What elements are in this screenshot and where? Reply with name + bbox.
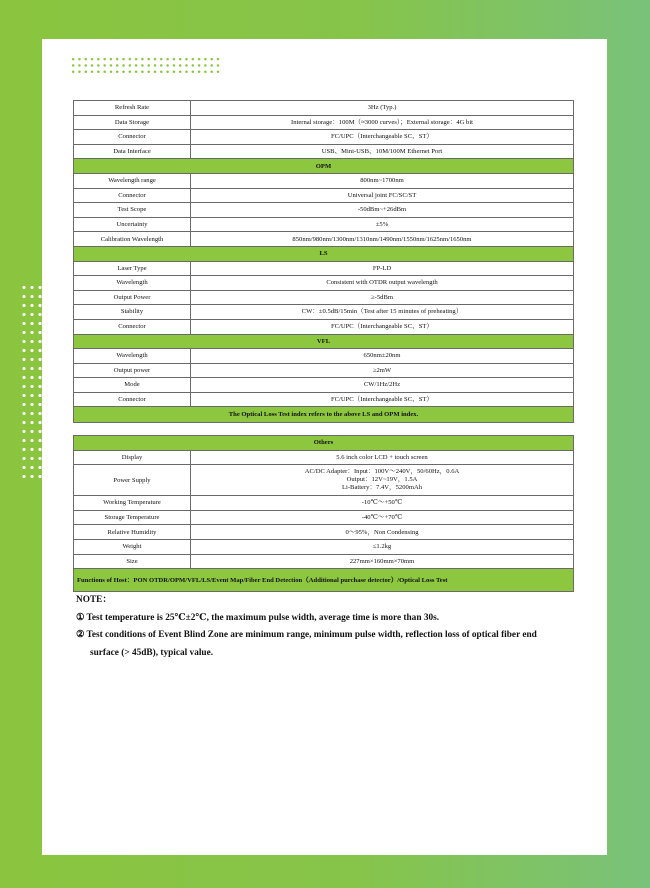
spec-label: Connector bbox=[74, 392, 191, 407]
section-title: VFL bbox=[74, 334, 574, 349]
spec-row bbox=[74, 363, 574, 378]
section-header-vfl bbox=[74, 334, 574, 349]
spec-row bbox=[74, 319, 574, 334]
spec-row bbox=[74, 290, 574, 305]
spec-value: 850nm/980nm/1300nm/1310nm/1490nm/1550nm/1625nm/1650nm bbox=[191, 232, 574, 247]
spec-label: Connector bbox=[74, 130, 191, 145]
spec-row bbox=[74, 130, 574, 145]
spec-label: Wavelength range bbox=[74, 173, 191, 188]
spec-value: ≤1.2kg bbox=[191, 539, 574, 554]
spec-value: Consistent with OTDR output wavelength bbox=[191, 276, 574, 291]
power-supply-line: AC/DC Adapter：Input：100V～240V，50/60Hz，0.6A bbox=[304, 467, 460, 475]
spec-label: Calibration Wavelength bbox=[74, 232, 191, 247]
spec-value: 800nm~1700nm bbox=[191, 173, 574, 188]
spec-value: FC/UPC（Interchangeable SC、ST） bbox=[191, 319, 574, 334]
spec-label: Data Storage bbox=[74, 115, 191, 130]
spec-label: Mode bbox=[74, 378, 191, 393]
spec-value: ±5% bbox=[191, 217, 574, 232]
ls-opm-note-row bbox=[74, 407, 574, 423]
spec-value: FC/UPC（Interchangeable SC、ST） bbox=[191, 130, 574, 145]
spec-row bbox=[74, 465, 574, 496]
spec-value: CW：±0.5dB/15min（Test after 15 minutes of preheating） bbox=[191, 305, 574, 320]
spec-row bbox=[74, 232, 574, 247]
spec-row bbox=[74, 203, 574, 218]
note-item: ② Test conditions of Event Blind Zone are minimum range, minimum pulse width, reflection loss of optical fiber end bbox=[76, 630, 537, 640]
spec-label: Stability bbox=[74, 305, 191, 320]
spec-row bbox=[74, 144, 574, 159]
ls-opm-note: The Optical Loss Test index refers to the above LS and OPM index. bbox=[74, 407, 574, 423]
spec-value: 3Hz (Typ.) bbox=[191, 101, 574, 116]
spec-label: Laser Type bbox=[74, 261, 191, 276]
spec-row bbox=[74, 101, 574, 116]
spec-row bbox=[74, 173, 574, 188]
spec-label: Wavelength bbox=[74, 276, 191, 291]
spec-value: FP-LD bbox=[191, 261, 574, 276]
section-title: Others bbox=[74, 435, 574, 450]
spec-value: -50dBm~+26dBm bbox=[191, 203, 574, 218]
decorative-dot-grid bbox=[70, 56, 220, 76]
section-header-others bbox=[74, 435, 574, 450]
section-title: LS bbox=[74, 246, 574, 261]
spec-label: Working Temperature bbox=[74, 496, 191, 511]
decorative-dot-column bbox=[20, 283, 44, 483]
power-supply-line: Li-Battery：7.4V，5200mAh bbox=[341, 484, 423, 492]
spec-row bbox=[74, 217, 574, 232]
spec-value: 227mm×160mm×70mm bbox=[191, 554, 574, 569]
section-header-opm bbox=[74, 159, 574, 174]
spec-value: 650nm±20nm bbox=[191, 349, 574, 364]
spec-label: Connector bbox=[74, 319, 191, 334]
spec-label: Relative Humidity bbox=[74, 525, 191, 540]
spec-row bbox=[74, 525, 574, 540]
notes-title: NOTE： bbox=[76, 595, 112, 605]
spec-value: Universal joint FC/SC/ST bbox=[191, 188, 574, 203]
spec-value: ≥2mW bbox=[191, 363, 574, 378]
spec-row bbox=[74, 115, 574, 130]
spec-row bbox=[74, 510, 574, 525]
spec-table bbox=[73, 100, 574, 592]
power-supply-line: Output：12V~19V，1.5A bbox=[346, 476, 418, 484]
spec-label: Storage Temperature bbox=[74, 510, 191, 525]
spec-row bbox=[74, 188, 574, 203]
spec-label: Output Power bbox=[74, 290, 191, 305]
section-header-ls bbox=[74, 246, 574, 261]
spec-value: CW/1Hz/2Hz bbox=[191, 378, 574, 393]
spec-label: Test Scope bbox=[74, 203, 191, 218]
spec-row bbox=[74, 349, 574, 364]
spec-value: USB、Mini-USB、10M/100M Ethernet Port bbox=[191, 144, 574, 159]
spec-label: Weight bbox=[74, 539, 191, 554]
spec-row bbox=[74, 261, 574, 276]
spec-row bbox=[74, 276, 574, 291]
spec-value: -10℃～+50℃ bbox=[191, 496, 574, 511]
notes-section bbox=[76, 592, 576, 662]
spec-value: 0～95%，Non Condensing bbox=[191, 525, 574, 540]
spec-label: Data Interface bbox=[74, 144, 191, 159]
note-item: ① Test temperature is 25℃±2℃, the maximum pulse width, average time is more than 30s. bbox=[76, 612, 440, 623]
spec-row bbox=[74, 392, 574, 407]
spec-value bbox=[191, 465, 574, 496]
spec-label: Output power bbox=[74, 363, 191, 378]
spec-row bbox=[74, 450, 574, 465]
note-item-continuation: surface (> 45dB), typical value. bbox=[90, 647, 214, 658]
spec-label: Uncertainty bbox=[74, 217, 191, 232]
spec-label: Connector bbox=[74, 188, 191, 203]
spec-label: Display bbox=[74, 450, 191, 465]
functions-of-host: Functions of Host：PON OTDR/OPM/VFL/LS/Event Map/Fiber End Detection（Additional purchase detector）/Optical Loss Test bbox=[74, 569, 574, 592]
spec-label: Size bbox=[74, 554, 191, 569]
spec-value: -40℃～+70℃ bbox=[191, 510, 574, 525]
spec-row bbox=[74, 496, 574, 511]
table-spacer bbox=[74, 422, 574, 435]
spec-row bbox=[74, 554, 574, 569]
spec-value: 5.6 inch color LCD + touch screen bbox=[191, 450, 574, 465]
spec-label: Wavelength bbox=[74, 349, 191, 364]
spec-label: Refresh Rate bbox=[74, 101, 191, 116]
spec-row bbox=[74, 305, 574, 320]
section-title: OPM bbox=[74, 159, 574, 174]
spec-value: FC/UPC（Interchangeable SC、ST） bbox=[191, 392, 574, 407]
spec-row bbox=[74, 539, 574, 554]
spec-value: ≥-5dBm bbox=[191, 290, 574, 305]
spec-value: Internal storage：100M（≈3000 curves）；External storage：4G bit bbox=[191, 115, 574, 130]
spec-row bbox=[74, 378, 574, 393]
functions-row bbox=[74, 569, 574, 592]
spec-label: Power Supply bbox=[74, 465, 191, 496]
